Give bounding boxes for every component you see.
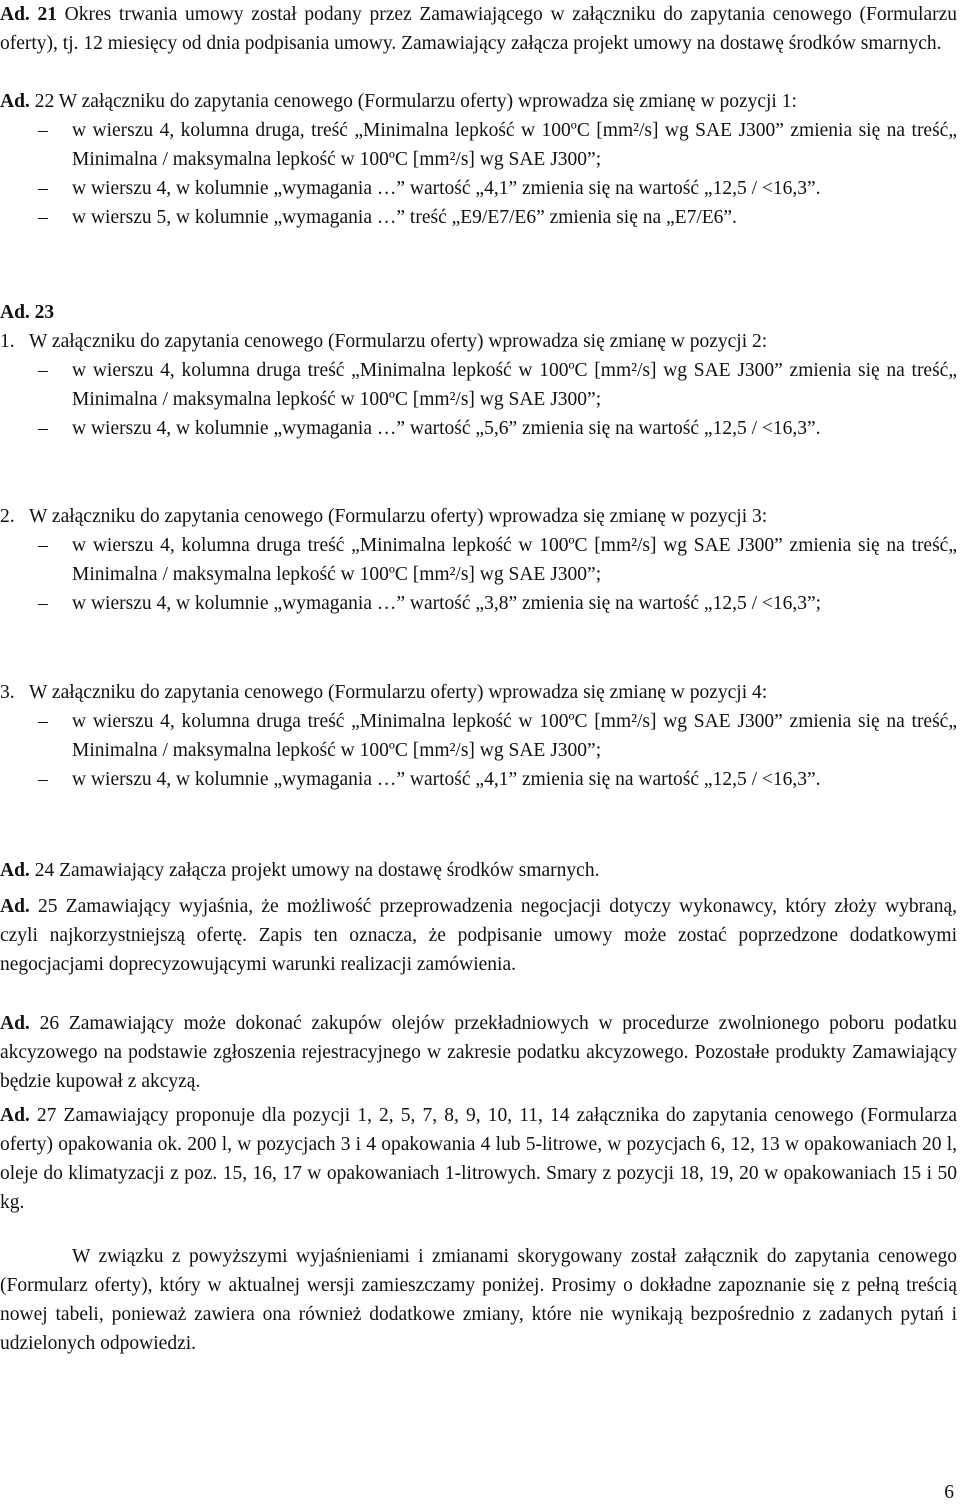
dash-bullet: –	[38, 418, 48, 439]
dash-bullet: –	[38, 360, 48, 381]
section-text: W załączniku do zapytania cenowego (Formularzu oferty) wprowadza się zmianę w pozycji 3:	[29, 506, 768, 527]
ad-21-paragraph	[0, 0, 957, 58]
ad-22-item-2	[0, 174, 957, 203]
section-number: 3.	[0, 682, 15, 703]
section-item-2	[0, 765, 957, 794]
dash-bullet: –	[38, 769, 48, 790]
section-item-2	[0, 589, 957, 618]
section-item-2	[0, 414, 957, 443]
ad-22-block	[0, 87, 957, 232]
ad-24-label: Ad.	[0, 860, 30, 881]
item-text: w wierszu 4, kolumna druga treść „Minimalna lepkość w 100ºC [mm²/s] wg SAE J300” zmienia się na treść„ Minimalna / maksymalna lepkość w 100ºC [mm²/s] wg SAE J300”;	[72, 360, 957, 410]
ad-23-section-3	[0, 678, 957, 794]
section-paragraph	[0, 327, 957, 356]
page-number: 6	[944, 1482, 954, 1503]
ad-22-paragraph	[0, 87, 957, 116]
item-text: w wierszu 4, kolumna druga, treść „Minimalna lepkość w 100ºC [mm²/s] wg SAE J300” zmienia się na treść„ Minimalna / maksymalna lepkość w 100ºC [mm²/s] wg SAE J300”;	[72, 120, 957, 170]
dash-bullet: –	[38, 711, 48, 732]
ad-25-paragraph	[0, 892, 957, 979]
ad-25-label: Ad.	[0, 896, 30, 917]
ad-27-block	[0, 1101, 957, 1217]
ad-24-text: 24 Zamawiający załącza projekt umowy na dostawę środków smarnych.	[29, 860, 600, 881]
ad-22-item-3	[0, 203, 957, 232]
dash-bullet: –	[38, 593, 48, 614]
dash-bullet: –	[38, 535, 48, 556]
section-item-1	[0, 531, 957, 589]
item-text: w wierszu 4, kolumna druga treść „Minimalna lepkość w 100ºC [mm²/s] wg SAE J300” zmienia się na treść„ Minimalna / maksymalna lepkość w 100ºC [mm²/s] wg SAE J300”;	[72, 535, 957, 585]
ad-23-heading: Ad. 23	[0, 302, 55, 323]
ad-22-intro: 22 W załączniku do zapytania cenowego (Formularzu oferty) wprowadza się zmianę w pozycji 1:	[29, 91, 797, 112]
item-text: w wierszu 4, w kolumnie „wymagania …” wartość „4,1” zmienia się na wartość „12,5 / <16,3”.	[72, 178, 821, 199]
ad-24-block	[0, 856, 957, 885]
ad-26-label: Ad.	[0, 1013, 30, 1034]
ad-22-item-1	[0, 116, 957, 174]
section-text: W załączniku do zapytania cenowego (Formularzu oferty) wprowadza się zmianę w pozycji 2:	[29, 331, 768, 352]
ad-27-label: Ad.	[0, 1105, 30, 1126]
section-item-1	[0, 707, 957, 765]
ad-26-text: 26 Zamawiający może dokonać zakupów olejów przekładniowych w procedurze zwolnionego poboru podatku akcyzowego na podstawie zgłoszenia rejestracyjnego w zakresie podatku akcyzowego. Pozostałe produkty Zamawiający będzie kupował z akcyzą.	[0, 1013, 957, 1092]
ad-23-heading-block	[0, 298, 957, 327]
dash-bullet: –	[38, 178, 48, 199]
ad-27-paragraph	[0, 1101, 957, 1217]
closing-paragraph: W związku z powyższymi wyjaśnieniami i zmianami skorygowany został załącznik do zapytania cenowego (Formularz oferty), który w aktualnej wersji zamieszczamy poniżej. Prosimy o dokładne zapoznanie się z pełną treścią nowej tabeli, ponieważ zawiera ona również dodatkowe zmiany, które nie wynikają bezpośrednio z zadanych pytań i udzielonych odpowiedzi.	[0, 1246, 957, 1354]
ad-27-text: 27 Zamawiający proponuje dla pozycji 1, 2, 5, 7, 8, 9, 10, 11, 14 załącznika do zapytania cenowego (Formularza oferty) opakowania ok. 200 l, w pozycjach 3 i 4 opakowania 4 lub 5-litrowe, w pozycjach 6, 12, 13 w opakowaniach 20 l, oleje do klimatyzacji z poz. 15, 16, 17 w opakowaniach 1-litrowych. Smary z pozycji 18, 19, 20 w opakowaniach 15 i 50 kg.	[0, 1105, 957, 1213]
section-number: 1.	[0, 331, 15, 352]
section-paragraph	[0, 502, 957, 531]
section-number: 2.	[0, 506, 15, 527]
ad-21-text: Okres trwania umowy został podany przez Zamawiającego w załączniku do zapytania cenowego (Formularzu oferty), tj. 12 miesięcy od dnia podpisania umowy. Zamawiający załącza projekt umowy na dostawę środków smarnych.	[0, 4, 957, 54]
ad-23-section-1	[0, 327, 957, 443]
ad-25-block	[0, 892, 957, 979]
section-paragraph	[0, 678, 957, 707]
ad-24-paragraph	[0, 856, 957, 885]
dash-bullet: –	[38, 207, 48, 228]
item-text: w wierszu 5, w kolumnie „wymagania …” treść „E9/E7/E6” zmienia się na „E7/E6”.	[72, 207, 737, 228]
section-text: W załączniku do zapytania cenowego (Formularzu oferty) wprowadza się zmianę w pozycji 4:	[29, 682, 768, 703]
ad-26-paragraph	[0, 1009, 957, 1096]
item-text: w wierszu 4, w kolumnie „wymagania …” wartość „4,1” zmienia się na wartość „12,5 / <16,3”.	[72, 769, 821, 790]
section-item-1	[0, 356, 957, 414]
item-text: w wierszu 4, w kolumnie „wymagania …” wartość „5,6” zmienia się na wartość „12,5 / <16,3”.	[72, 418, 821, 439]
ad-21-block	[0, 0, 957, 58]
ad-23-section-2	[0, 502, 957, 618]
dash-bullet: –	[38, 120, 48, 141]
item-text: w wierszu 4, w kolumnie „wymagania …” wartość „3,8” zmienia się na wartość „12,5 / <16,3”;	[72, 593, 822, 614]
ad-26-block	[0, 1009, 957, 1096]
ad-21-label: Ad. 21	[0, 4, 57, 25]
closing-block	[0, 1242, 957, 1358]
ad-25-text: 25 Zamawiający wyjaśnia, że możliwość przeprowadzenia negocjacji dotyczy wykonawcy, który złoży wybraną, czyli najkorzystniejszą ofertę. Zapis ten oznacza, że podpisanie umowy może zostać poprzedzone dodatkowymi negocjacjami doprecyzowującymi warunki realizacji zamówienia.	[0, 896, 957, 975]
item-text: w wierszu 4, kolumna druga treść „Minimalna lepkość w 100ºC [mm²/s] wg SAE J300” zmienia się na treść„ Minimalna / maksymalna lepkość w 100ºC [mm²/s] wg SAE J300”;	[72, 711, 957, 761]
ad-22-label: Ad.	[0, 91, 30, 112]
